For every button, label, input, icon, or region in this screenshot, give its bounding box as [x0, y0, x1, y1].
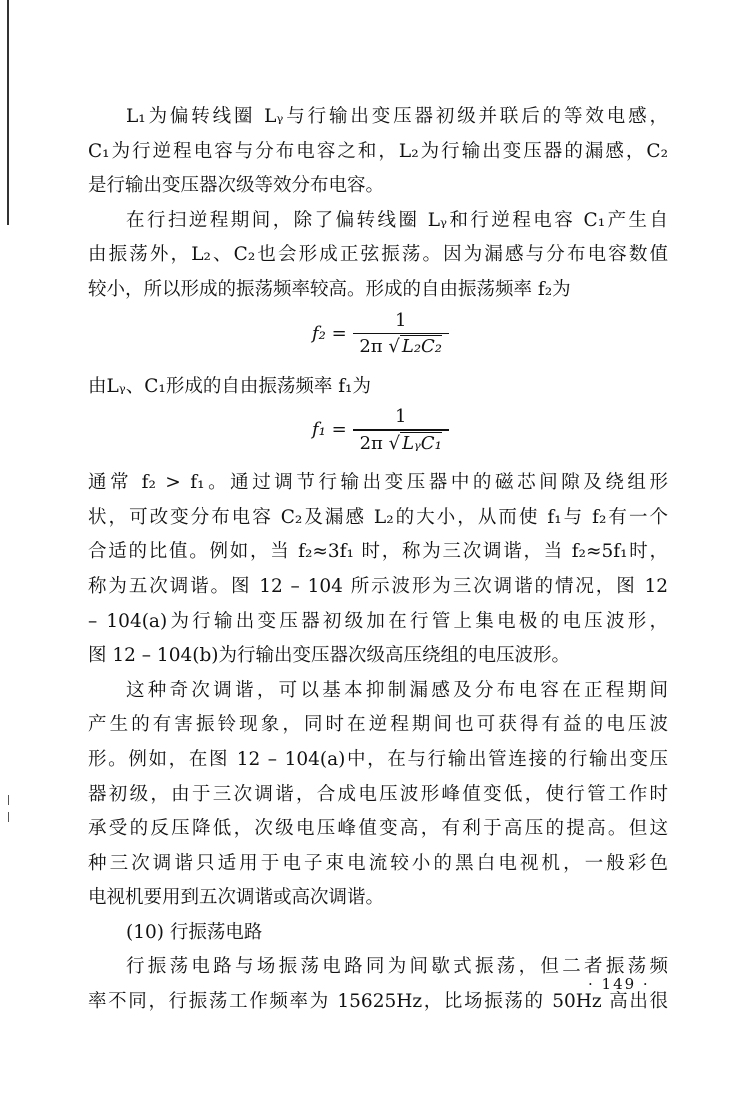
text-line: 由振荡外，L₂、C₂也会形成正弦振荡。因为漏感与分布电容数值: [88, 244, 668, 266]
body-text: [88, 100, 668, 1020]
text-line: 这种奇次调谐，可以基本抑制漏感及分布电容在正程期间: [126, 679, 668, 701]
text-line: 较小，所以形成的振荡频率较高。形成的自由振荡频率 f₂为: [88, 278, 571, 300]
page-number: · 149 ·: [588, 975, 650, 993]
fraction-bar: [353, 333, 449, 335]
binding-edge-line: [7, 0, 9, 225]
sqrt-sign: √: [388, 336, 400, 358]
text-line: 形。例如，在图 12 – 104(a)中，在与行输出管连接的行输出变压: [88, 748, 668, 770]
formula-f1-numerator: 1: [394, 406, 407, 428]
text-line: – 104(a)为行输出变压器初级加在行管上集电极的电压波形，: [88, 610, 668, 632]
text-line: 率不同，行振荡工作频率为 15625Hz，比场振荡的 50Hz 高出很: [88, 991, 668, 1013]
sqrt-sign: √: [388, 432, 401, 454]
formula-f1-radicand: LᵧC₁: [402, 432, 442, 454]
formula-f1-den-prefix: 2π: [359, 432, 383, 454]
text-line: 器初级，由于三次调谐，合成电压波形峰值变低，使行管工作时: [88, 783, 668, 805]
text-line-mid: 由Lᵧ、C₁形成的自由振荡频率 f₁为: [88, 375, 371, 397]
formula-f2-lhs: f₂ =: [312, 322, 347, 344]
text-line: 行振荡电路与场振荡电路同为间歇式振荡，但二者振荡频: [126, 956, 668, 978]
paragraph-group-before: [88, 100, 668, 308]
text-line: 电视机要用到五次调谐或高次调谐。: [88, 887, 385, 909]
formula-f1: [88, 404, 668, 466]
fraction-bar: [353, 429, 449, 431]
text-line: 产生的有害振铃现象，同时在逆程期间也可获得有益的电压波: [88, 714, 668, 736]
text-line: 在行扫逆程期间，除了偏转线圈 Lᵧ和行逆程电容 C₁产生自: [126, 209, 668, 231]
formula-f2-den-prefix: 2π: [359, 336, 383, 358]
text-line: 种三次调谐只适用于电子束电流较小的黑白电视机，一般彩色: [88, 852, 668, 874]
text-line: 图 12 – 104(b)为行输出变压器次级高压绕组的电压波形。: [88, 645, 571, 667]
text-line: 通常 f₂ > f₁。通过调节行输出变压器中的磁芯间隙及绕组形: [88, 472, 668, 494]
text-line: 承受的反压降低，次级电压峰值变高，有利于高压的提高。但这: [88, 818, 668, 840]
margin-mark: [8, 795, 9, 805]
text-line: 是行输出变压器次级等效分布电容。: [88, 175, 385, 197]
margin-mark: [8, 812, 9, 822]
text-line: 称为五次调谐。图 12 – 104 所示波形为三次调谐的情况，图 12: [88, 575, 668, 597]
text-line: 状，可改变分布电容 C₂及漏感 L₂的大小，从而使 f₁与 f₂有一个: [88, 506, 668, 528]
formula-f2: [88, 308, 668, 370]
formula-f1-lhs: f₁ =: [312, 419, 347, 441]
text-line: (10) 行振荡电路: [126, 921, 263, 943]
text-line: 合适的比值。例如，当 f₂≈3f₁ 时，称为三次调谐，当 f₂≈5f₁时，: [88, 541, 668, 563]
text-line: L₁为偏转线圈 Lᵧ与行输出变压器初级并联后的等效电感，: [126, 106, 668, 127]
formula-f2-numerator: 1: [394, 309, 407, 331]
text-line: C₁为行逆程电容与分布电容之和，L₂为行输出变压器的漏感，C₂: [88, 140, 668, 162]
formula-f2-radicand: L₂C₂: [401, 336, 443, 358]
paragraph-group-after: [88, 466, 668, 1020]
